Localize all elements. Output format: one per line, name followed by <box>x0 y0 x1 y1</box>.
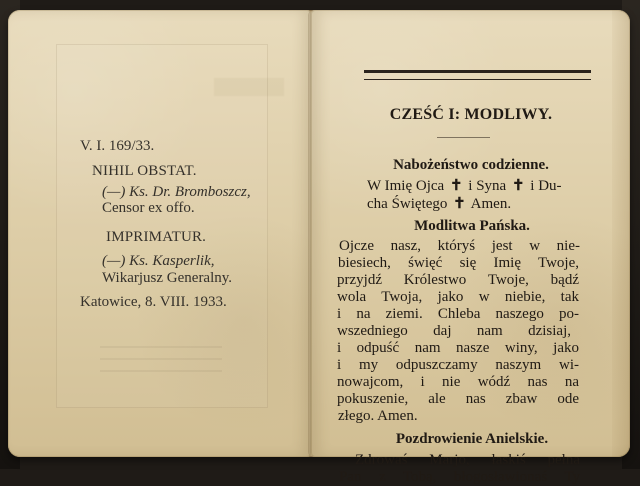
cross-icon: ✝ <box>511 178 525 194</box>
bishop-role: Wikarjusz Generalny. <box>102 269 233 286</box>
top-double-rule <box>364 70 591 80</box>
approval-block <box>80 138 270 310</box>
right-page-edge-shadow <box>612 10 630 457</box>
lords-prayer-line: złego. Amen. <box>338 408 418 424</box>
lords-prayer-line: biesiech, święć się Imię Twoje, <box>338 255 579 271</box>
title-divider <box>437 137 490 138</box>
lords-prayer-heading: Modlitwa Pańska. <box>414 218 530 234</box>
right-page <box>311 10 630 485</box>
lords-prayer-line: nowajcom, i nie wódź nas na <box>337 374 579 390</box>
daily-prayer-line-1 <box>367 178 584 195</box>
hail-mary-line: Pan z Tobą, błogosławionaś Ty <box>339 469 580 485</box>
lords-prayer-line: przyjdź Królestwo Twoje, bądź <box>337 272 579 288</box>
daily-prayer-heading: Nabożeństwo codzienne. <box>393 157 549 173</box>
daily-prayer-line-2 <box>367 196 584 213</box>
daily-prayer-line-1-part-3: i Du- <box>530 178 562 194</box>
daily-prayer-line-1-part-2: i Syna <box>468 178 507 194</box>
open-book <box>8 10 630 485</box>
imprimatur-heading: IMPRIMATUR. <box>106 229 207 246</box>
reference-line: V. I. 169/33. <box>80 138 155 154</box>
censor-line: (—) Ks. Dr. Bromboszcz, <box>102 183 251 200</box>
bishop-line: (—) Ks. Kasperlik, <box>102 252 215 269</box>
lords-prayer-line: wszedniego daj nam dzisiaj, <box>337 323 571 339</box>
lords-prayer-line: pokuszenie, ale nas zbaw ode <box>337 391 579 407</box>
daily-prayer-line-2-part-2: Amen. <box>470 196 512 212</box>
lords-prayer-line: wola Twoja, jako w niebie, tak <box>337 289 579 305</box>
lords-prayer-line: i odpuść nam nasze winy, jako <box>337 340 579 356</box>
left-page <box>8 10 311 457</box>
daily-prayer-line-2-part-1: cha Świętego <box>367 196 448 212</box>
bleed-through-lines <box>100 346 222 396</box>
cross-icon: ✝ <box>453 196 466 212</box>
lords-prayer-line: i my odpuszczamy naszym wi- <box>337 357 579 373</box>
place-date-line: Katowice, 8. VIII. 1933. <box>80 293 227 310</box>
lords-prayer-line: i na ziemi. Chleba naszego po- <box>337 306 579 322</box>
daily-prayer-line-1-part-1: W Imię Ojca <box>367 178 445 194</box>
hail-mary-heading: Pozdrowienie Anielskie. <box>395 431 549 447</box>
hail-mary-line: Zdrowaś Marjo, łaskiś pełna <box>355 452 580 468</box>
cross-icon: ✝ <box>449 178 463 194</box>
bleed-through-heading <box>214 78 284 96</box>
section-title: CZEŚĆ I: MODLIWY. <box>389 106 553 123</box>
lords-prayer-line: Ojcze nasz, któryś jest w nie- <box>339 238 580 254</box>
nihil-obstat-heading: NIHIL OBSTAT. <box>92 162 197 179</box>
censor-role: Censor ex offo. <box>102 200 195 217</box>
